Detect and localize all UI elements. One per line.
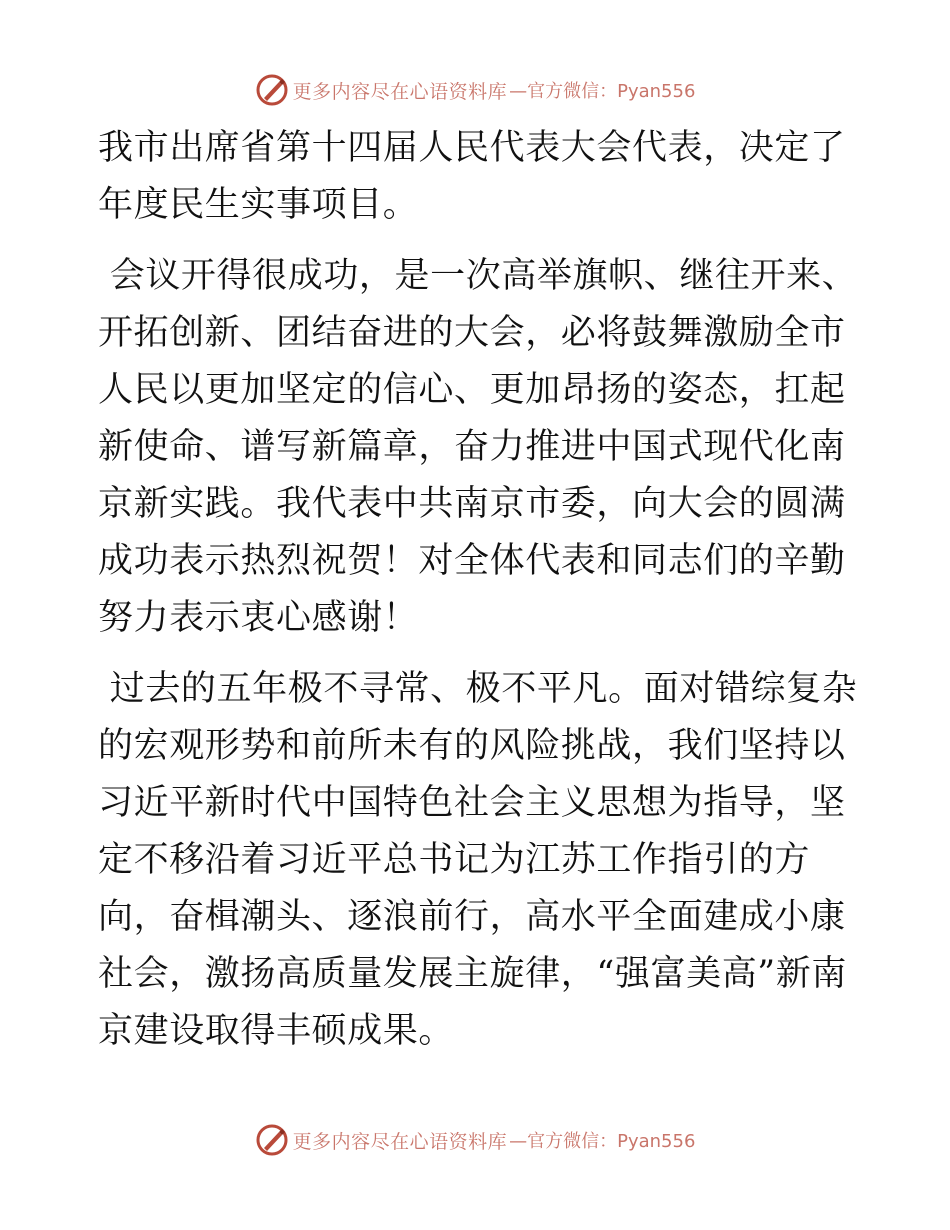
paragraph-2: 会议开得很成功，是一次高举旗帜、继往开来、开拓创新、团结奋进的大会，必将鼓舞激励全市人民以更加坚定的信心、更加昂扬的姿态，扛起新使命、谱写新篇章，奋力推进中国式现代化南京新实践。我代表中共南京市委，向大会的圆满成功表示热烈祝贺！对全体代表和同志们的辛勤努力表示衷心感谢！ bbox=[98, 256, 858, 638]
document-body bbox=[98, 120, 858, 1074]
header-brand-text: 更多内容尽在心语资料库 bbox=[292, 80, 508, 103]
footer-brand-text: 更多内容尽在心语资料库 bbox=[292, 1130, 508, 1153]
footer-watermark bbox=[0, 1122, 950, 1158]
pen-circle-logo-icon bbox=[255, 1123, 289, 1157]
paragraph-3: 过去的五年极不寻常、极不平凡。面对错综复杂的宏观形势和前所未有的风险挑战，我们坚持以习近平新时代中国特色社会主义思想为指导，坚定不移沿着习近平总书记为江苏工作指引的方向，奋楫潮头、逐浪前行，高水平全面建成小康社会，激扬高质量发展主旋律，“强富美高”新南京建设取得丰硕成果。 bbox=[98, 669, 858, 1051]
header-watermark bbox=[0, 72, 950, 108]
header-contact-text: —官方微信：Pyan556 bbox=[509, 81, 696, 102]
footer-contact-text: —官方微信：Pyan556 bbox=[509, 1131, 696, 1152]
paragraph-1: 我市出席省第十四届人民代表大会代表，决定了年度民生实事项目。 bbox=[98, 128, 846, 225]
pen-circle-logo-icon bbox=[255, 73, 289, 107]
